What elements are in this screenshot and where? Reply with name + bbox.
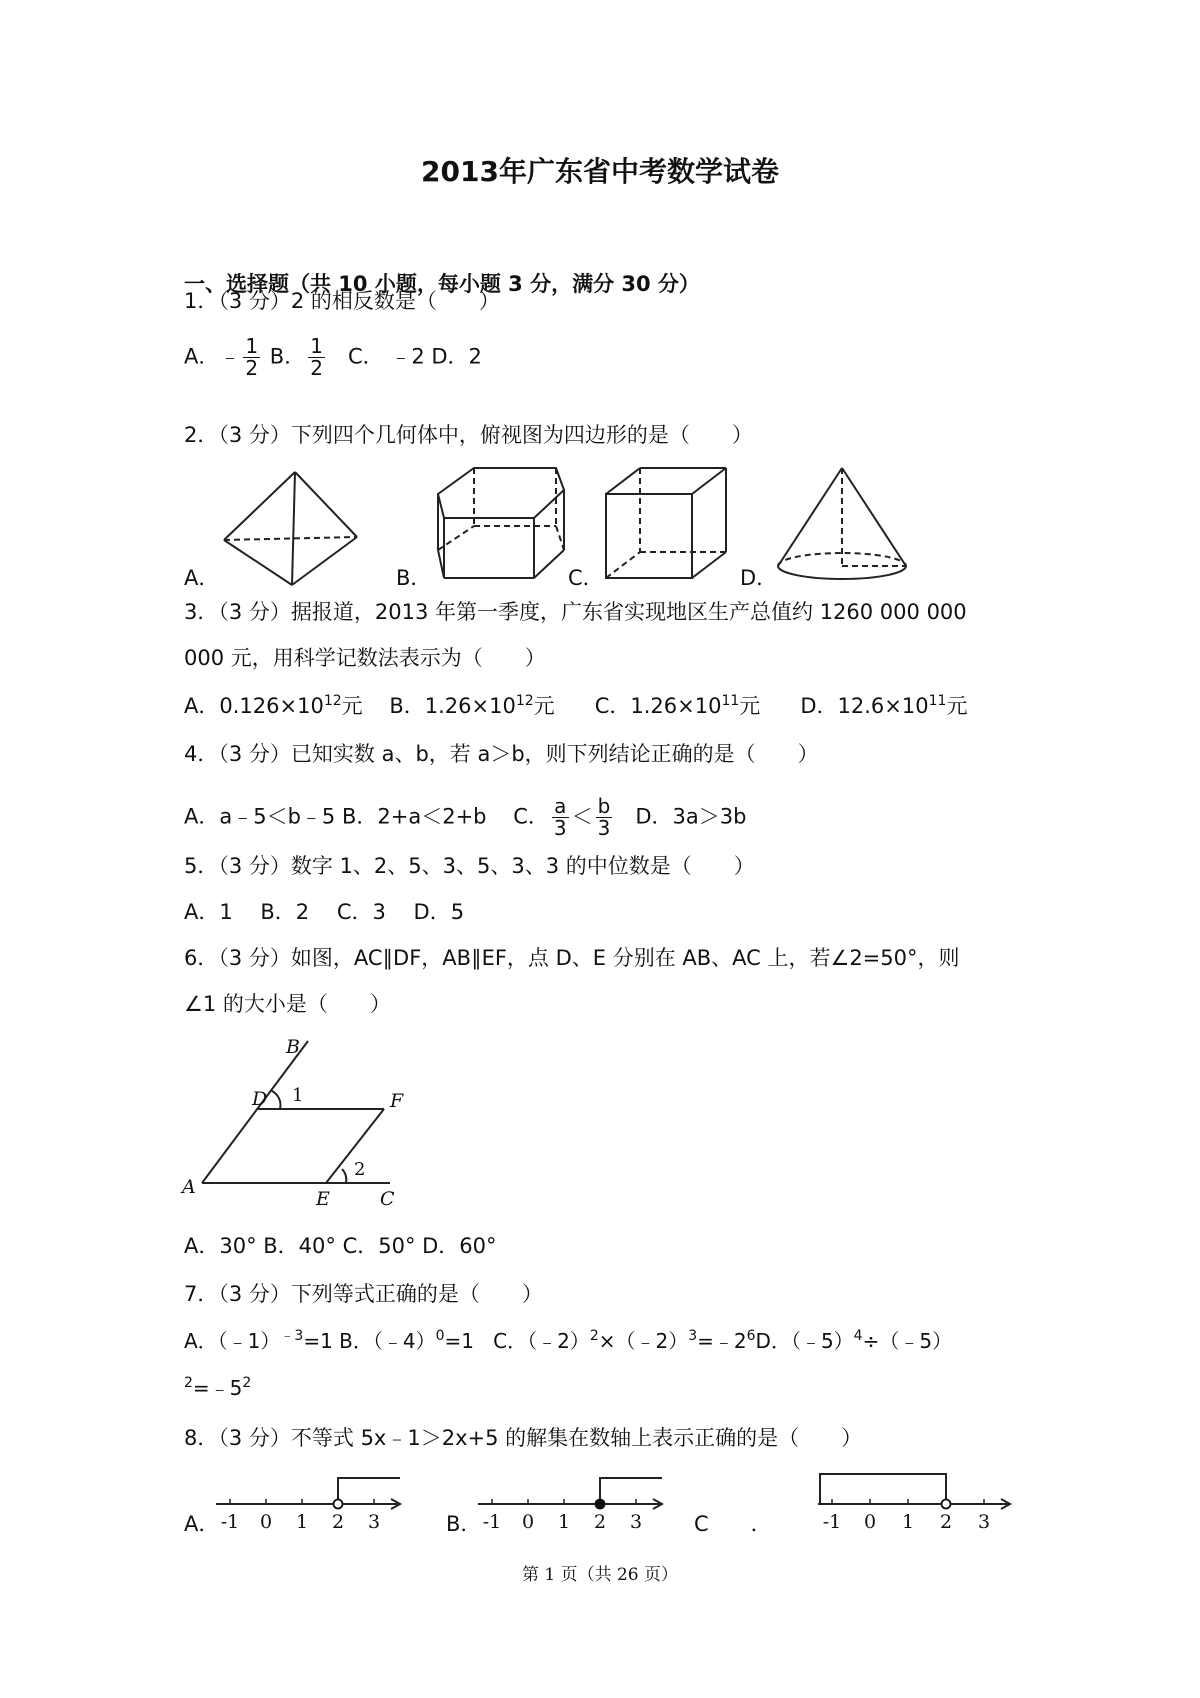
q4-stem: 4．（3 分）已知实数 a、b，若 a＞b，则下列结论正确的是（ ） (184, 742, 819, 766)
q8-opt-c: C ． (694, 1512, 772, 1536)
q4-opt-c-rel: ＜ (571, 804, 593, 829)
tick-label: -1 (482, 1511, 502, 1533)
q7-options (184, 1328, 953, 1353)
tick-label: 3 (629, 1511, 643, 1533)
q1-opt-a-den: 2 (245, 356, 259, 380)
angle-2-label: 2 (354, 1159, 366, 1180)
q3-opt-a: A．$0.126\times 10^{12}$元 (184, 693, 363, 718)
hexagonal-prism-figure (432, 466, 572, 586)
page-title: 2013年广东省中考数学试卷 (421, 155, 779, 188)
q2-opt-c: C． (568, 566, 604, 590)
q1-opt-c: C． ﹣2 (347, 344, 425, 369)
open-point (334, 1500, 343, 1509)
q6-stem-line1: 6．（3 分）如图，AC∥DF，AB∥EF，点 D、E 分别在 AB、AC 上，若∠2=50°，则 (184, 946, 960, 970)
parallel-lines-figure (180, 1035, 420, 1215)
q6-options: A．30° B．40° C．50° D．60° (184, 1234, 497, 1258)
tick-label: 0 (521, 1511, 535, 1533)
label-e: E (316, 1188, 330, 1210)
tick-label: 0 (259, 1511, 273, 1533)
label-f: F (390, 1090, 404, 1112)
q4-opt-c-frac-a: $\frac{a}{3}$ (553, 794, 567, 840)
q1-opt-b-num: 1 (310, 334, 323, 358)
number-line-a (216, 1466, 416, 1536)
q4-opt-c-label: C． (513, 804, 549, 829)
q1-stem: 1．（3 分）2 的相反数是（ ） (184, 289, 500, 313)
solution-ray (600, 1478, 662, 1504)
q1-opt-b-den: 2 (310, 356, 323, 380)
tick-label: 1 (295, 1511, 309, 1533)
page-footer: 第 1 页（共 26 页） (521, 1565, 679, 1585)
number-line-b (478, 1466, 678, 1536)
q4-options (184, 796, 746, 839)
q4-opt-a: A．a﹣5＜b﹣5 (184, 804, 336, 829)
angle-1-label: 1 (292, 1085, 304, 1106)
q8-opt-b: B． (446, 1512, 482, 1536)
q7-opt-b: B．（﹣4）$^0$=1 (339, 1328, 475, 1353)
q8-opt-a: A． (184, 1512, 220, 1536)
q4-opt-c-frac-b: $\frac{b}{3}$ (597, 794, 611, 840)
q4-opt-b: B．2+a＜2+b (341, 804, 487, 829)
tick-label: 2 (331, 1511, 345, 1533)
q5-stem: 5．（3 分）数字 1、2、5、3、5、3、3 的中位数是（ ） (184, 854, 755, 878)
tick-label: -1 (822, 1511, 842, 1533)
solution-ray (338, 1478, 400, 1504)
q3-opt-b: B．$1.26\times 10^{12}$元 (389, 693, 555, 718)
q6-stem-line2: ∠1 的大小是（ ） (184, 992, 391, 1016)
number-line-c (818, 1466, 1028, 1536)
q3-stem-line1: 3．（3 分）据报道，2013 年第一季度，广东省实现地区生产总值约 1260 000 000 (184, 600, 967, 624)
q5-options: A．1 B．2 C．3 D．5 (184, 900, 465, 924)
tick-label: 2 (939, 1511, 953, 1533)
tick-label: 2 (593, 1511, 607, 1533)
q3-opt-d: D．$12.6\times 10^{11}$元 (800, 693, 968, 718)
label-b: B (286, 1036, 300, 1058)
q7-opt-a: A．（﹣1）$^{﹣3}$=1 (184, 1328, 333, 1353)
q3-opt-c: C．$1.26\times 10^{11}$元 (594, 693, 761, 718)
label-c: C (380, 1188, 395, 1210)
cone-figure (774, 466, 914, 592)
solution-ray (820, 1474, 946, 1504)
tick-label: 3 (977, 1511, 991, 1533)
pyramid-figure (220, 470, 360, 590)
q1-opt-b-fraction (308, 336, 325, 379)
q7-opt-d: D．（﹣5）$^4$÷（﹣5） (755, 1328, 953, 1353)
q1-options (184, 336, 482, 379)
cube-figure (602, 466, 732, 586)
q2-opt-a: A． (184, 566, 220, 590)
tick-label: 1 (557, 1511, 571, 1533)
tick-label: 3 (367, 1511, 381, 1533)
q1-opt-a-fraction (243, 336, 260, 379)
section-heading: 一、选择题（共 10 小题，每小题 3 分，满分 30 分） (184, 272, 700, 296)
label-a: A (182, 1176, 196, 1198)
open-point (942, 1500, 951, 1509)
q1-opt-b-label: B． (269, 344, 306, 369)
q7-opt-c: C．$(﹣2)^2\times(﹣2)^3=﹣2^6$ (493, 1328, 756, 1353)
closed-point (596, 1500, 605, 1509)
label-d: D (252, 1088, 268, 1110)
q3-stem-line2: 000 元，用科学记数法表示为（ ） (184, 646, 546, 670)
q3-options (184, 693, 968, 718)
q1-opt-a-label: A． (184, 344, 220, 369)
q2-opt-d: D． (740, 566, 778, 590)
q1-opt-a-sign: ﹣ (219, 344, 241, 369)
q8-stem: 8．（3 分）不等式 5x﹣1＞2x+5 的解集在数轴上表示正确的是（ ） (184, 1426, 863, 1450)
q4-opt-d: D．3a＞3b (635, 804, 747, 829)
q2-stem: 2．（3 分）下列四个几何体中，俯视图为四边形的是（ ） (184, 423, 753, 447)
q1-opt-d: D．2 (431, 344, 482, 369)
tick-label: 0 (863, 1511, 877, 1533)
q7-stem: 7．（3 分）下列等式正确的是（ ） (184, 1282, 543, 1306)
tick-label: -1 (220, 1511, 240, 1533)
q1-opt-a-num: 1 (245, 334, 259, 358)
q7-opt-d-cont: $^2=﹣5^2$ (184, 1375, 252, 1400)
tick-label: 1 (901, 1511, 915, 1533)
q2-opt-b: B． (396, 566, 432, 590)
